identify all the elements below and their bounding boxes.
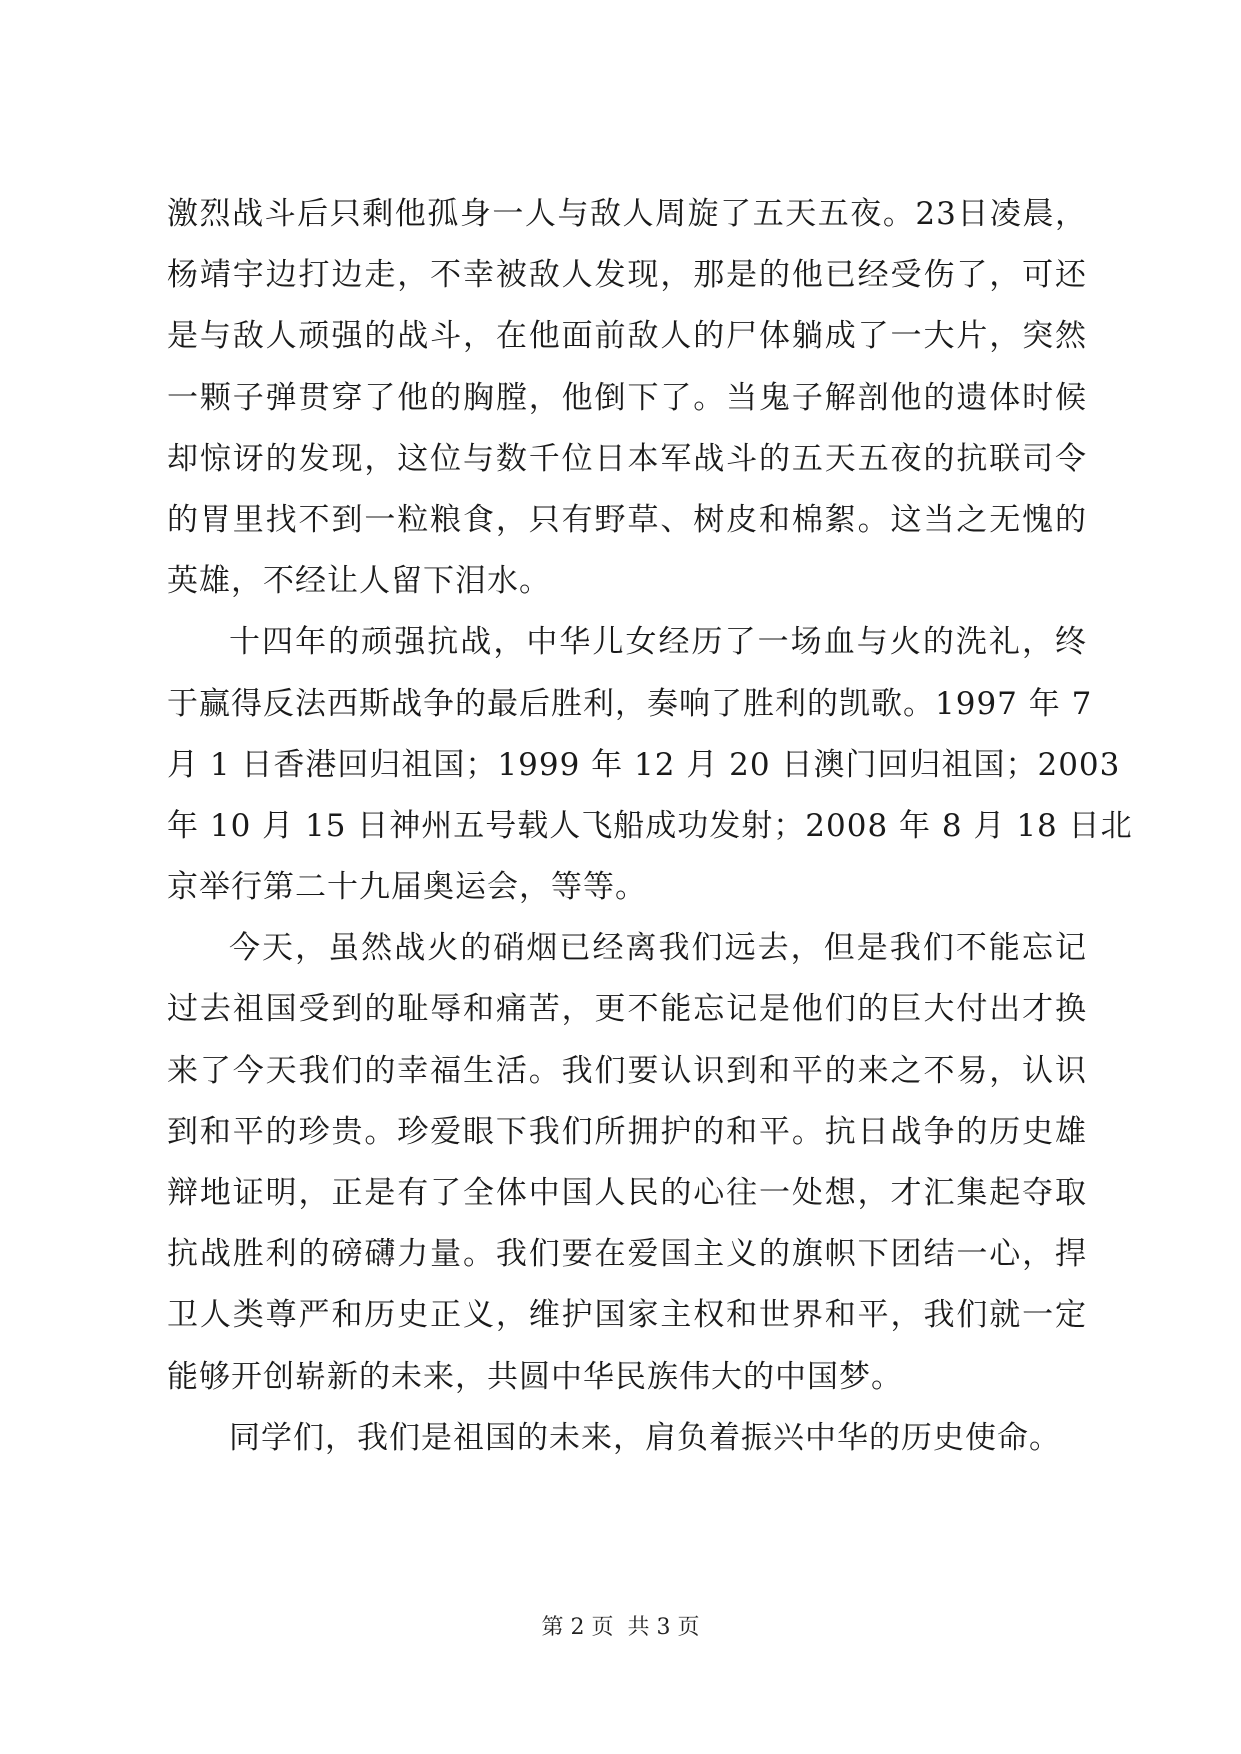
- text-line: 是与敌人顽强的战斗，在他面前敌人的尸体躺成了一大片，突然: [167, 318, 1087, 355]
- text-line: 来了今天我们的幸福生活。我们要认识到和平的来之不易，认识: [167, 1052, 1087, 1089]
- text-line: 到和平的珍贵。珍爱眼下我们所拥护的和平。抗日战争的历史雄: [167, 1113, 1087, 1150]
- text-line: 月 1 日香港回归祖国；1999 年 12 月 20 日澳门回归祖国；2003: [167, 746, 1121, 783]
- page-number-footer: 第 2 页 共 3 页: [541, 1615, 700, 1640]
- text-line: 英雄，不经让人留下泪水。: [167, 563, 551, 600]
- text-line: 于赢得反法西斯战争的最后胜利，奏响了胜利的凯歌。1997 年 7: [167, 685, 1093, 722]
- text-line: 的胃里找不到一粒粮食，只有野草、树皮和棉絮。这当之无愧的: [167, 501, 1087, 538]
- text-line: 京举行第二十九届奥运会，等等。: [167, 869, 647, 906]
- text-line: 卫人类尊严和历史正义，维护国家主权和世界和平，我们就一定: [167, 1297, 1087, 1334]
- paragraph: [167, 612, 1133, 918]
- body-text: [167, 184, 1133, 1469]
- paragraph: [167, 1408, 1087, 1469]
- text-line: 一颗子弹贯穿了他的胸膛，他倒下了。当鬼子解剖他的遗体时候: [167, 379, 1087, 416]
- text-line: 年 10 月 15 日神州五号载人飞船成功发射；2008 年 8 月 18 日北: [167, 807, 1133, 844]
- text-line: 过去祖国受到的耻辱和痛苦，更不能忘记是他们的巨大付出才换: [167, 991, 1087, 1028]
- text-line: 同学们，我们是祖国的未来，肩负着振兴中华的历史使命。: [229, 1419, 1061, 1456]
- text-line: 激烈战斗后只剩他孤身一人与敌人周旋了五天五夜。23日凌晨，: [167, 196, 1087, 232]
- text-line: 抗战胜利的磅礴力量。我们要在爱国主义的旗帜下团结一心，捍: [167, 1236, 1087, 1273]
- text-line: 今天，虽然战火的硝烟已经离我们远去，但是我们不能忘记: [229, 930, 1087, 967]
- text-line: 十四年的顽强抗战，中华儿女经历了一场血与火的洗礼，终: [229, 624, 1087, 661]
- text-line: 却惊讶的发现，这位与数千位日本军战斗的五天五夜的抗联司令: [167, 440, 1087, 477]
- text-line: 能够开创崭新的未来，共圆中华民族伟大的中国梦。: [167, 1358, 903, 1395]
- paragraph: [167, 184, 1087, 612]
- text-line: 辩地证明，正是有了全体中国人民的心往一处想，才汇集起夺取: [167, 1175, 1087, 1211]
- text-line: 杨靖宇边打边走，不幸被敌人发现，那是的他已经受伤了，可还: [167, 257, 1087, 294]
- paragraph: [167, 918, 1087, 1408]
